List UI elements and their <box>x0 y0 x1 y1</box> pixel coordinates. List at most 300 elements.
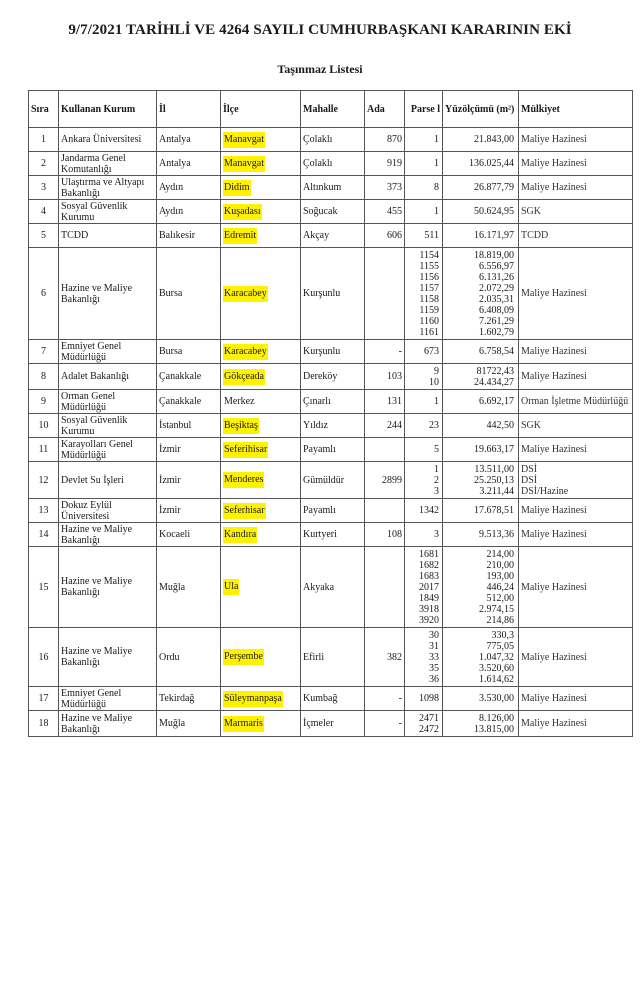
cell-mahalle: Akçay <box>301 224 365 248</box>
header-kurum: Kullanan Kurum <box>59 91 157 128</box>
highlighted-district: Gökçeada <box>223 369 265 385</box>
cell-parsel <box>405 438 443 462</box>
cell-alan <box>443 364 519 390</box>
cell-sira: 13 <box>29 499 59 523</box>
cell-parsel-line: 2471 <box>419 712 439 724</box>
cell-alan <box>443 128 519 152</box>
highlighted-district: Perşembe <box>223 649 264 665</box>
cell-il: Çanakkale <box>157 364 221 390</box>
highlighted-district: Manavgat <box>223 156 265 172</box>
cell-parsel-line: 1 <box>434 158 439 169</box>
cell-ada <box>365 438 405 462</box>
cell-mahalle: Çolaklı <box>301 128 365 152</box>
cell-parsel-line: 10 <box>429 376 439 388</box>
cell-kurum: Ulaştırma ve Altyapı Bakanlığı <box>59 176 157 200</box>
cell-alan-line: 6.692,17 <box>479 396 514 407</box>
cell-parsel <box>405 200 443 224</box>
cell-ada: 131 <box>365 390 405 414</box>
cell-parsel <box>405 414 443 438</box>
cell-sira: 10 <box>29 414 59 438</box>
highlighted-district: Süleymanpaşa <box>223 691 283 707</box>
cell-alan-line: 17.678,51 <box>474 505 514 516</box>
cell-mahalle: Gümüldür <box>301 462 365 499</box>
cell-parsel-line: 1156 <box>419 271 439 283</box>
cell-il: İstanbul <box>157 414 221 438</box>
table-row <box>29 547 633 628</box>
cell-parsel-line: 31 <box>429 640 439 652</box>
cell-alan-line: 13.511,00 <box>474 463 514 475</box>
cell-ada: 606 <box>365 224 405 248</box>
table-row <box>29 200 633 224</box>
cell-parsel-line: 5 <box>434 444 439 455</box>
cell-alan <box>443 628 519 687</box>
cell-alan-line: 193,00 <box>486 570 514 582</box>
cell-parsel-line: 1849 <box>419 592 439 604</box>
cell-ilce <box>221 224 301 248</box>
header-sira: Sıra <box>29 91 59 128</box>
cell-mulkiyet <box>519 462 633 499</box>
cell-alan-line: 6.408,09 <box>479 304 514 316</box>
cell-mulkiyet <box>519 200 633 224</box>
cell-kurum: Orman Genel Müdürlüğü <box>59 390 157 414</box>
table-row <box>29 176 633 200</box>
cell-parsel-line: 23 <box>429 420 439 431</box>
cell-parsel-line: 1682 <box>419 559 439 571</box>
cell-mulkiyet-line: Maliye Hazinesi <box>521 505 587 516</box>
cell-alan-line: 21.843,00 <box>474 134 514 145</box>
cell-il: Antalya <box>157 128 221 152</box>
cell-ada: 382 <box>365 628 405 687</box>
cell-kurum: Hazine ve Maliye Bakanlığı <box>59 711 157 737</box>
document-title: 9/7/2021 TARİHLİ VE 4264 SAYILI CUMHURBAŞKANI KARARININ EKİ <box>68 22 572 38</box>
cell-mulkiyet <box>519 523 633 547</box>
cell-mulkiyet-line: TCDD <box>521 230 549 241</box>
cell-ilce <box>221 248 301 340</box>
cell-parsel <box>405 152 443 176</box>
cell-parsel-line: 2472 <box>419 723 439 735</box>
cell-parsel-line: 8 <box>434 182 439 193</box>
cell-mahalle: İçmeler <box>301 711 365 737</box>
cell-mulkiyet-line: Orman İşletme Müdürlüğü <box>521 396 629 407</box>
cell-mulkiyet-line: Maliye Hazinesi <box>521 693 587 704</box>
cell-il: İzmir <box>157 499 221 523</box>
cell-mahalle: Efirli <box>301 628 365 687</box>
cell-mahalle: Kurtyeri <box>301 523 365 547</box>
cell-sira: 3 <box>29 176 59 200</box>
cell-ada: 919 <box>365 152 405 176</box>
cell-alan-line: 2.072,29 <box>479 282 514 294</box>
cell-alan-line: 13.815,00 <box>474 723 514 735</box>
cell-sira: 2 <box>29 152 59 176</box>
cell-mulkiyet <box>519 711 633 737</box>
cell-parsel <box>405 364 443 390</box>
cell-mulkiyet <box>519 224 633 248</box>
cell-kurum: Sosyal Güvenlik Kurumu <box>59 200 157 224</box>
cell-ilce <box>221 711 301 737</box>
cell-ada: - <box>365 687 405 711</box>
table-row <box>29 499 633 523</box>
cell-mulkiyet-line: Maliye Hazinesi <box>521 134 587 145</box>
table-row <box>29 128 633 152</box>
cell-alan <box>443 523 519 547</box>
cell-alan <box>443 224 519 248</box>
cell-alan-line: 6.758,54 <box>479 346 514 357</box>
cell-sira: 1 <box>29 128 59 152</box>
cell-mahalle: Çolaklı <box>301 152 365 176</box>
cell-mulkiyet-line: SGK <box>521 420 542 431</box>
cell-kurum: Hazine ve Maliye Bakanlığı <box>59 628 157 687</box>
cell-parsel-line: 1159 <box>419 304 439 316</box>
cell-alan-line: 210,00 <box>486 559 514 571</box>
cell-alan-line: 3.520,60 <box>479 662 514 674</box>
highlighted-district: Ula <box>223 579 239 595</box>
cell-alan <box>443 200 519 224</box>
cell-alan-line: 1.602,79 <box>479 326 514 338</box>
highlighted-district: Menderes <box>223 472 264 488</box>
cell-sira: 16 <box>29 628 59 687</box>
table-body <box>29 128 633 737</box>
table-row <box>29 414 633 438</box>
cell-alan-line: 775,05 <box>486 640 514 652</box>
header-ada: Ada <box>365 91 405 128</box>
cell-alan-line: 25.250,13 <box>474 474 514 486</box>
cell-mulkiyet-line: Maliye Hazinesi <box>521 718 587 729</box>
cell-ilce <box>221 628 301 687</box>
cell-parsel-line: 1342 <box>419 505 439 516</box>
cell-kurum: TCDD <box>59 224 157 248</box>
header-alan: Yüzölçümü (m²) <box>443 91 519 128</box>
header-row <box>29 91 633 128</box>
cell-mahalle: Altınkum <box>301 176 365 200</box>
cell-alan-line: 19.663,17 <box>474 444 514 455</box>
cell-alan <box>443 462 519 499</box>
cell-mulkiyet <box>519 152 633 176</box>
cell-alan-line: 442,50 <box>486 420 514 431</box>
cell-alan-line: 2.974,15 <box>479 603 514 615</box>
cell-parsel-line: 33 <box>429 651 439 663</box>
cell-kurum: Hazine ve Maliye Bakanlığı <box>59 547 157 628</box>
cell-ada: 455 <box>365 200 405 224</box>
cell-alan <box>443 248 519 340</box>
cell-il: Antalya <box>157 152 221 176</box>
cell-parsel <box>405 128 443 152</box>
highlighted-district: Kuşadası <box>223 204 262 220</box>
cell-mulkiyet <box>519 414 633 438</box>
cell-mulkiyet <box>519 390 633 414</box>
cell-kurum: Emniyet Genel Müdürlüğü <box>59 340 157 364</box>
highlighted-district: Manavgat <box>223 132 265 148</box>
cell-sira: 18 <box>29 711 59 737</box>
table-row <box>29 340 633 364</box>
cell-mulkiyet <box>519 547 633 628</box>
cell-ilce <box>221 438 301 462</box>
cell-alan-line: 8.126,00 <box>479 712 514 724</box>
cell-sira: 12 <box>29 462 59 499</box>
cell-kurum: Devlet Su İşleri <box>59 462 157 499</box>
cell-mulkiyet-line: DSİ <box>521 474 538 486</box>
cell-parsel-line: 30 <box>429 629 439 641</box>
cell-parsel-line: 1161 <box>419 326 439 338</box>
highlighted-district: Didim <box>223 180 251 196</box>
cell-ilce <box>221 340 301 364</box>
cell-kurum: Karayolları Genel Müdürlüğü <box>59 438 157 462</box>
cell-parsel <box>405 176 443 200</box>
cell-parsel-line: 673 <box>424 346 439 357</box>
cell-mulkiyet-line: Maliye Hazinesi <box>521 371 587 382</box>
cell-ilce <box>221 687 301 711</box>
cell-alan-line: 136.025,44 <box>469 158 514 169</box>
cell-alan-line: 16.171,97 <box>474 230 514 241</box>
cell-mulkiyet <box>519 340 633 364</box>
cell-il: Kocaeli <box>157 523 221 547</box>
cell-sira: 17 <box>29 687 59 711</box>
cell-mahalle: Yıldız <box>301 414 365 438</box>
cell-parsel-line: 1 <box>434 134 439 145</box>
cell-ilce <box>221 523 301 547</box>
cell-alan-line: 2.035,31 <box>479 293 514 305</box>
cell-ada: 870 <box>365 128 405 152</box>
table-row <box>29 523 633 547</box>
table-header <box>29 91 633 128</box>
cell-mulkiyet-line: Maliye Hazinesi <box>521 581 587 593</box>
cell-sira: 15 <box>29 547 59 628</box>
cell-alan-line: 1.614,62 <box>479 673 514 685</box>
cell-mulkiyet-line: Maliye Hazinesi <box>521 444 587 455</box>
cell-alan-line: 24.434,27 <box>474 376 514 388</box>
cell-ilce <box>221 200 301 224</box>
cell-parsel-line: 1 <box>434 463 439 475</box>
cell-mahalle: Akyaka <box>301 547 365 628</box>
cell-ilce <box>221 414 301 438</box>
cell-alan-line: 7.261,29 <box>479 315 514 327</box>
cell-ilce <box>221 152 301 176</box>
document-subtitle: Taşınmaz Listesi <box>277 62 363 76</box>
table-row <box>29 711 633 737</box>
cell-alan <box>443 176 519 200</box>
highlighted-district: Marmaris <box>223 716 264 732</box>
cell-kurum: Ankara Üniversitesi <box>59 128 157 152</box>
cell-parsel <box>405 340 443 364</box>
cell-kurum: Jandarma Genel Komutanlığı <box>59 152 157 176</box>
cell-sira: 11 <box>29 438 59 462</box>
cell-kurum: Sosyal Güvenlik Kurumu <box>59 414 157 438</box>
cell-sira: 14 <box>29 523 59 547</box>
cell-mulkiyet-line: Maliye Hazinesi <box>521 288 587 299</box>
cell-ilce <box>221 547 301 628</box>
cell-ilce <box>221 390 301 414</box>
cell-alan <box>443 687 519 711</box>
cell-alan <box>443 340 519 364</box>
cell-parsel-line: 1683 <box>419 570 439 582</box>
cell-ilce <box>221 462 301 499</box>
cell-il: Bursa <box>157 340 221 364</box>
cell-parsel-line: 9 <box>434 365 439 377</box>
cell-il: Ordu <box>157 628 221 687</box>
cell-sira: 5 <box>29 224 59 248</box>
cell-parsel-line: 3918 <box>419 603 439 615</box>
highlighted-district: Seferihisar <box>223 442 268 458</box>
cell-alan <box>443 414 519 438</box>
cell-alan-line: 330,3 <box>491 629 514 641</box>
cell-parsel <box>405 248 443 340</box>
table-row <box>29 152 633 176</box>
cell-ilce <box>221 176 301 200</box>
cell-alan-line: 446,24 <box>486 581 514 593</box>
cell-kurum: Emniyet Genel Müdürlüğü <box>59 687 157 711</box>
cell-alan <box>443 499 519 523</box>
cell-il: İzmir <box>157 462 221 499</box>
cell-mahalle: Kurşunlu <box>301 340 365 364</box>
header-mulkiyet: Mülkiyet <box>519 91 633 128</box>
cell-parsel-line: 1160 <box>419 315 439 327</box>
header-ilce: İlçe <box>221 91 301 128</box>
cell-alan <box>443 711 519 737</box>
cell-parsel <box>405 224 443 248</box>
cell-parsel <box>405 499 443 523</box>
cell-alan-line: 26.877,79 <box>474 182 514 193</box>
table-row <box>29 224 633 248</box>
highlighted-district: Karacabey <box>223 286 268 302</box>
cell-mulkiyet-line: Maliye Hazinesi <box>521 651 587 663</box>
cell-alan <box>443 547 519 628</box>
cell-ada: 244 <box>365 414 405 438</box>
cell-mulkiyet-line: Maliye Hazinesi <box>521 182 587 193</box>
cell-ada: - <box>365 711 405 737</box>
table-row <box>29 462 633 499</box>
cell-mulkiyet-line: Maliye Hazinesi <box>521 346 587 357</box>
cell-mahalle: Dereköy <box>301 364 365 390</box>
cell-ilce <box>221 499 301 523</box>
cell-ada <box>365 547 405 628</box>
cell-il: Aydın <box>157 200 221 224</box>
cell-mahalle: Payamlı <box>301 499 365 523</box>
table-row <box>29 364 633 390</box>
cell-il: İzmir <box>157 438 221 462</box>
cell-alan-line: 6.131,26 <box>479 271 514 283</box>
cell-parsel-line: 3 <box>434 485 439 497</box>
highlighted-district: Kandıra <box>223 527 257 543</box>
cell-parsel-line: 1157 <box>419 282 439 294</box>
cell-mulkiyet <box>519 176 633 200</box>
table-row <box>29 438 633 462</box>
table-row <box>29 390 633 414</box>
cell-alan <box>443 152 519 176</box>
cell-kurum: Hazine ve Maliye Bakanlığı <box>59 248 157 340</box>
cell-mulkiyet <box>519 364 633 390</box>
property-table <box>28 90 633 737</box>
cell-kurum: Hazine ve Maliye Bakanlığı <box>59 523 157 547</box>
cell-sira: 9 <box>29 390 59 414</box>
cell-parsel <box>405 523 443 547</box>
header-mahalle: Mahalle <box>301 91 365 128</box>
highlighted-district: Edremit <box>223 228 257 244</box>
cell-parsel-line: 1155 <box>419 260 439 272</box>
cell-sira: 7 <box>29 340 59 364</box>
cell-parsel-line: 1 <box>434 206 439 217</box>
cell-mulkiyet-line: SGK <box>521 206 542 217</box>
cell-parsel-line: 35 <box>429 662 439 674</box>
cell-parsel-line: 1158 <box>419 293 439 305</box>
cell-sira: 6 <box>29 248 59 340</box>
cell-il: Muğla <box>157 547 221 628</box>
cell-ada <box>365 499 405 523</box>
cell-alan-line: 50.624,95 <box>474 206 514 217</box>
cell-mahalle: Soğucak <box>301 200 365 224</box>
cell-mulkiyet-line: Maliye Hazinesi <box>521 158 587 169</box>
cell-sira: 4 <box>29 200 59 224</box>
cell-ada: 108 <box>365 523 405 547</box>
cell-mahalle: Kumbağ <box>301 687 365 711</box>
cell-alan-line: 3.530,00 <box>479 693 514 704</box>
cell-ada <box>365 248 405 340</box>
cell-parsel <box>405 390 443 414</box>
cell-parsel-line: 1681 <box>419 548 439 560</box>
cell-parsel <box>405 687 443 711</box>
cell-parsel <box>405 547 443 628</box>
cell-mulkiyet <box>519 438 633 462</box>
cell-alan-line: 9.513,36 <box>479 529 514 540</box>
cell-alan-line: 81722,43 <box>476 365 514 377</box>
cell-parsel-line: 3 <box>434 529 439 540</box>
cell-mahalle: Çınarlı <box>301 390 365 414</box>
cell-il: Balıkesir <box>157 224 221 248</box>
cell-ada: 373 <box>365 176 405 200</box>
table-row <box>29 248 633 340</box>
cell-mulkiyet-line: DSİ/Hazine <box>521 485 569 497</box>
cell-parsel-line: 3920 <box>419 614 439 626</box>
cell-alan-line: 512,00 <box>486 592 514 604</box>
cell-alan <box>443 390 519 414</box>
table-row <box>29 628 633 687</box>
cell-parsel-line: 1 <box>434 396 439 407</box>
cell-mahalle: Kurşunlu <box>301 248 365 340</box>
cell-il: Aydın <box>157 176 221 200</box>
cell-parsel-line: 511 <box>424 230 439 241</box>
cell-alan-line: 18.819,00 <box>474 249 514 261</box>
cell-mahalle: Payamlı <box>301 438 365 462</box>
cell-mulkiyet <box>519 628 633 687</box>
cell-parsel-line: 1154 <box>419 249 439 261</box>
cell-parsel-line: 2017 <box>419 581 439 593</box>
cell-kurum: Dokuz Eylül Üniversitesi <box>59 499 157 523</box>
cell-il: Tekirdağ <box>157 687 221 711</box>
table-row <box>29 687 633 711</box>
cell-parsel <box>405 628 443 687</box>
highlighted-district: Beşiktaş <box>223 418 259 434</box>
cell-kurum: Adalet Bakanlığı <box>59 364 157 390</box>
cell-il: Bursa <box>157 248 221 340</box>
cell-alan-line: 1.047,32 <box>479 651 514 663</box>
cell-parsel-line: 36 <box>429 673 439 685</box>
cell-parsel <box>405 711 443 737</box>
cell-mulkiyet-line: DSİ <box>521 463 538 475</box>
cell-mulkiyet <box>519 248 633 340</box>
cell-alan-line: 3.211,44 <box>479 485 514 497</box>
cell-mulkiyet <box>519 687 633 711</box>
property-table-container <box>28 90 632 737</box>
cell-alan-line: 6.556,97 <box>479 260 514 272</box>
cell-ada: - <box>365 340 405 364</box>
cell-parsel <box>405 462 443 499</box>
cell-ilce <box>221 364 301 390</box>
highlighted-district: Karacabey <box>223 344 268 360</box>
highlighted-district: Seferhisar <box>223 503 266 519</box>
cell-parsel-line: 1098 <box>419 693 439 704</box>
cell-mulkiyet <box>519 128 633 152</box>
header-parsel: Parse l <box>405 91 443 128</box>
highlighted-district: Merkez <box>224 395 255 407</box>
cell-ilce <box>221 128 301 152</box>
